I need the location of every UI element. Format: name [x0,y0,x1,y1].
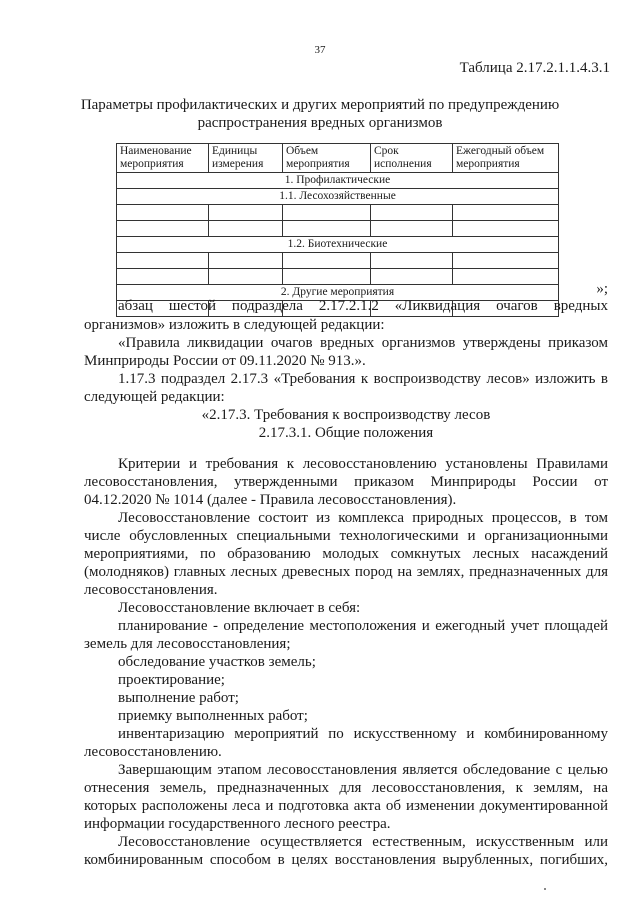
scan-speck [544,888,546,890]
table-title-line-2: распространения вредных организмов [197,115,443,131]
table-label: Таблица 2.17.2.1.1.4.3.1 [459,60,610,76]
text-line: земель для лесовосстановления; [84,636,291,652]
text-line: организмов» изложить в следующей редакции: [84,317,385,333]
text-line: отнесения земель, предназначенных для лесовосстановления, к землям, на [84,780,608,796]
text-line: числе обусловленных специальными технологическими и организационными [84,528,608,544]
page-number: 37 [314,44,326,56]
table-row [117,221,559,237]
text-line: которых расположены леса и подготовка акта об изменении документированной [84,798,608,814]
text-line: (молодняков) главных лесных древесных пород на землях, предназначенных для [84,564,608,580]
header-cell: Ежегодный объем мероприятия [453,144,559,173]
list-item: обследование участков земель; [118,654,316,670]
table-header-row [117,144,559,173]
text-line: 04.12.2020 № 1014 (далее - Правила лесовосстановления). [84,492,457,508]
text-line: планирование - определение местоположения и ежегодный учет площадей [118,618,608,634]
section-heading-text: «2.17.3. Требования к воспроизводству лесов [201,407,491,423]
section-heading: 2. Другие мероприятия [117,285,559,301]
table-title-line-1: Параметры профилактических и других мероприятий по предупреждению [80,97,560,113]
text-line: следующей редакции: [84,389,225,405]
table-section-row [117,189,559,205]
list-item: инвентаризацию мероприятий по искусственному и комбинированному [118,726,608,742]
subsection-heading-text: 2.17.3.1. Общие положения [258,425,434,441]
text-line: Завершающим этапом лесовосстановления является обследование с целью [118,762,608,778]
text-line: Лесовосстановление состоит из комплекса природных процессов, в том [118,510,608,526]
header-cell: Срок исполнения [371,144,453,173]
table-row [117,205,559,221]
section-heading: 1.1. Лесохозяйственные [117,189,559,205]
list-item: проектирование; [118,672,225,688]
text-line: Лесовосстановление осуществляется естественным, искусственным или [118,834,608,850]
section-heading: 1. Профилактические [117,173,559,189]
text-line: абзац шестой подраздела 2.17.2.1.2 «Ликвидация очагов вредных [118,298,608,314]
header-cell: Единицы измерения [209,144,283,173]
text-line: информации государственного лесного реестра. [84,816,391,832]
measures-table [116,143,559,317]
table-section-row [117,237,559,253]
text-line: комбинированным способом в целях восстановления вырубленных, погибших, [84,852,608,868]
text-line: Минприроды России от 09.11.2020 № 913.». [84,353,366,369]
text-line: «Правила ликвидации очагов вредных организмов утверждены приказом [118,335,608,351]
table-row [117,269,559,285]
text-line: лесовосстановления. [84,582,218,598]
text-line: мероприятиями, по образованию молодых сомкнутых лесных насаждений [84,546,608,562]
text-line: лесовосстановлению. [84,744,222,760]
table-row [117,253,559,269]
text-line: Критерии и требования к лесовосстановлению установлены Правилами [118,456,608,472]
table-section-row [117,173,559,189]
text-line: лесовосстановления, утвержденными приказом Минприроды России от [84,474,608,490]
list-item: приемку выполненных работ; [118,708,308,724]
list-item: выполнение работ; [118,690,239,706]
header-cell: Наименование мероприятия [117,144,209,173]
closing-quote: »; [596,281,608,297]
text-line: 1.17.3 подраздел 2.17.3 «Требования к воспроизводству лесов» изложить в [118,371,608,387]
section-heading: 1.2. Биотехнические [117,237,559,253]
header-cell: Объем мероприятия [283,144,371,173]
text-line: Лесовосстановление включает в себя: [118,600,361,616]
